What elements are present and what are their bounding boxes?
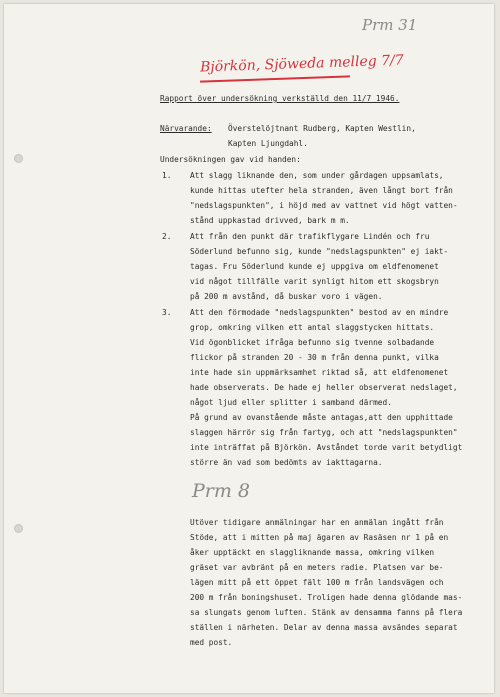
item-line: Att slagg liknande den, som under gårdagen uppsamlats, [190,171,444,180]
paragraph-line: sa slungats genom luften. Stänk av densamma fanns på flera [190,608,463,617]
item-line: stånd uppkastad drivved, bark m m. [190,216,350,225]
archive-stamp-mid: Prm 8 [192,480,251,502]
intro-text: Undersökningen gav vid handen: [160,155,301,164]
item-line: Söderlund befunno sig, kunde "nedslagspunkten" ej iakt- [190,247,449,256]
item-line: kunde hittas utefter hela stranden, även långt bort från [190,186,453,195]
item-line: större än vad som bedömts av iakttagarna. [190,458,383,467]
paragraph-line: Utöver tidigare anmälningar har en anmälan ingått från [190,518,444,527]
paragraph-line: gräset var avbränt på en meters radie. Platsen var be- [190,563,444,572]
item-number: 3. [162,308,172,317]
item-line: tagas. Fru Söderlund kunde ej uppgiva om eldfenomenet [190,262,439,271]
item-number: 2. [162,232,172,241]
punch-hole [14,154,23,163]
item-line: grop, omkring vilken ett antal slaggstycken hittats. [190,323,435,332]
red-underline [200,75,350,82]
paragraph-line: åker upptäckt en slaggliknande massa, omkring vilken [190,548,435,557]
item-line: inte inträffat på Björkön. Avståndet torde varit betydligt [190,443,463,452]
item-number: 1. [162,171,172,180]
item-line: slaggen härrör sig från fartyg, och att "nedslagspunkten" [190,428,458,437]
present-line-1: Överstelöjtnant Rudberg, Kapten Westlin, [228,124,416,133]
item-line: något ljud eller splitter i samband därmed. [190,398,392,407]
document-page [4,4,494,693]
present-label: Närvarande: [160,124,212,133]
paragraph-line: ställen i närheten. Delar av denna massa avsändes separat [190,623,458,632]
item-line: Vid ögonblicket ifråga befunno sig tvenne solbadande [190,338,435,347]
red-handwritten-header: Björkön, Sjöweda melleg 7/7 [199,52,404,76]
archive-stamp-top: Prm 31 [362,16,418,34]
item-line: Att från den punkt där trafikflygare Lindén och fru [190,232,430,241]
item-line: flickor på stranden 20 - 30 m från denna punkt, vilka [190,353,439,362]
item-line: På grund av ovanstående måste antagas,att den upphittade [190,413,453,422]
item-line: på 200 m avstånd, då buskar voro i vägen. [190,292,383,301]
punch-hole [14,524,23,533]
report-title: Rapport över undersökning verkställd den 11/7 1946. [160,94,400,103]
paragraph-line: med post. [190,638,233,647]
item-line: inte hade sin uppmärksamhet riktad så, att eldfenomenet [190,368,449,377]
present-line-2: Kapten Ljungdahl. [228,139,308,148]
item-line: hade observerats. De hade ej heller observerat nedslaget, [190,383,458,392]
paragraph-line: 200 m från boningshuset. Troligen hade denna glödande mas- [190,593,463,602]
paragraph-line: lägen mitt på ett öppet fält 100 m från landsvägen och [190,578,444,587]
paragraph-line: Stöde, att i mitten på maj ägaren av Rasäsen nr 1 på en [190,533,449,542]
item-line: Att den förmodade "nedslagspunkten" bestod av en mindre [190,308,449,317]
item-line: vid något tillfälle varit synligt hitom ett skogsbryn [190,277,439,286]
item-line: "nedslagspunkten", i höjd med av vattnet vid högt vatten- [190,201,458,210]
